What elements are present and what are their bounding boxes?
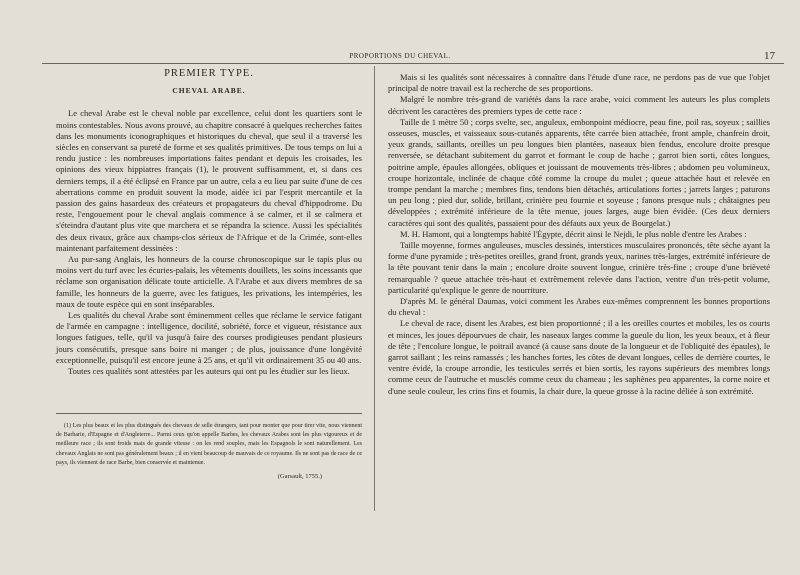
paragraph: Malgré le nombre très-grand de variétés dans la race arabe, voici comment les auteurs les plus complets décrivent les caractères des premiers types de cette race : — [388, 94, 770, 116]
header-rule — [42, 63, 784, 64]
paragraph: Taille moyenne, formes anguleuses, muscles dessinés, interstices musculaires prononcés, tête sèche ayant la forme d'une pyramide ; très-petites oreilles, grand front, grands yeux, narines très-larges, extrémité inférieure de la tête pouvant tenir dans la main ; encolure droite souvent longue, crinière très-fine ; croupe d'une brièveté remarquable ? queue attachée très-haut et extrêmement relevée dans l'action, ventre d'un très-petit volume, particularité qu'explique le genre de nourriture. — [388, 240, 770, 295]
running-header: PROPORTIONS DU CHEVAL. — [349, 52, 451, 60]
paragraph: Taille de 1 mètre 50 ; corps svelte, sec, anguleux, embonpoint médiocre, peau fine, poil ras, soyeux ; saillies osseuses, muscles, et vaisseaux sous-cutanés apparents, tête carrée bien attachée, front ample, chanfrein droit, yeux grands, saillants, oreilles un peu longues bien plantées, naseaux bien fendus, encolure droite presque renversée, se détachant subitement du garrot et formant le coup de hache ; garrot bien sorti, côtes longues, poitrine ample, épaules allongées, obliques et jouissant de mouvements très-libres ; abdomen peu volumineux, croupe horizontale, inclinée de chaque côté comme la croupe du mulet ; queue attachée haut et relevée en trompe pendant la marche ; membres fins, tendons bien détachés, articulations fortes ; jarrets larges ; paturons un peu long ; pied dur, solide, brillant, crinière peu fournie et soyeuse ; fanons presque nuls ; châtaignes peu développées ; extrémité inférieure de la tête menue, joues larges, auge bien évidée. (Ces deux derniers caractères qui sont des qualités, passaient pour des défauts aux yeux de Bourgelat.) — [388, 116, 770, 228]
paragraph: Les qualités du cheval Arabe sont éminemment celles que réclame le service fatigant de l'armée en campagne : intelligence, docilité, sobriété, force et vigueur, résistance aux longues fatigues, telle, qu'il va jusqu'à faire des courses prodigieuses pendant plusieurs jours consécutifs, presque sans boire ni manger ; de plus, jouissance d'une longévité exceptionnelle, puisqu'il est encore jeune à 25 ans, et qu'il vit ordinairement 35 ou 40 ans. — [56, 310, 362, 365]
column-divider — [374, 66, 375, 511]
right-column — [388, 72, 770, 397]
paragraph: Le cheval de race, disent les Arabes, est bien proportionné ; il a les oreilles courtes et mobiles, les os courts et minces, les joues dépourvues de chair, les naseaux larges comme la gueule du lion, les yeux beaux, et à fleur de tête ; l'encolure longue, le poitrail avancé (à cause sans doute de la longueur et de l'obliquité des épaules), le garrot saillant ; les reins ramassés ; les hanches fortes, les côtes de devant longues, celles de derrière courtes, le ventre évidé, la croupe arrondie, les testicules serrés et bien sortis, les rayons supérieurs des membres longs comme ceux de l'autruche et musclés comme ceux du chameau ; les saphènes peu apparentes, la corne noire et d'une seule couleur, les crins fins et fournis, la chair dure, la queue grosse à la racine déliée à son extrémité. — [388, 318, 770, 396]
section-subtitle: CHEVAL ARABE. — [172, 86, 246, 96]
left-column — [56, 68, 362, 377]
footnote-rule — [56, 413, 362, 414]
footnote-text: (1) Les plus beaux et les plus distingués des chevaux de selle étrangers, tant pour monter que pour tirer vite, nous viennent de Barbarie, d'Espagne et d'Angleterre... Parmi ceux qu'on appelle Barbes, les chevaux Arabes sont les plus vigoureux et de meilleure race ; ils sont froids mais de grande vitesse : on les rend souples, mais les Espagnols le sont naturellement. Les chevaux Anglais ne sont pas généralement beaux ; il en vient beaucoup de mauvais de ce royaume. Ils ne sont pas de race de ce pays, ils viennent de race Barbe, bien conservée et maintenue. — [56, 423, 362, 466]
footnote-source: (Garsault, 1755.) — [277, 473, 322, 481]
paragraph: Le cheval Arabe est le cheval noble par excellence, celui dont les quartiers sont le moins contestables. Nous avons prouvé, au chapitre consacré à quelques recherches faites dans les monuments iconographiques et historiques du cheval, que seul il a traversé les siècles en conservant sa pureté de forme et ses qualités primitives. De tous temps on lui a rendu justice : les nombreuses importations faites pendant et depuis les croisades, les opinions des vieux hippiatres français (1), le prouvent suffisamment, et, si dans ces derniers temps, il a été éclipsé en France par un autre, cela a eu lieu par suite d'une de ces aberrations comme en produit souvent la mode, aidée ici par l'esprit mercantile et la passion des gains hasardeux des créateurs et propagateurs du cheval d'hippodrome. Du reste, l'engouement pour le cheval anglais commence à se calmer, et il se calmera et s'éteindra d'autant plus vite que marchera et se répandra la science. Aussi les spécialités des deux rivaux, grâce aux champs-clos sérieux de l'Afrique et de la Crimée, sont-elles maintenant parfaitement dessinées : — [56, 108, 362, 253]
paragraph: Toutes ces qualités sont attestées par les auteurs qui ont pu les étudier sur les lieux. — [68, 366, 350, 377]
paragraph: Au pur-sang Anglais, les honneurs de la course chronoscopique sur le tapis plus ou moins vert du turf avec les écuries-palais, les vêtements douillets, les soins incessants que réclame son organisation délicate toute articielle. A l'Arabe et aux divers membres de sa famille, les honneurs de la guerre, avec les fatigues, les privations, les intempéries, les maux de toute espèce qui en sont inséparables. — [56, 254, 362, 309]
paragraph: Mais si les qualités sont nécessaires à connaître dans l'étude d'une race, ne perdons pas de vue que l'objet principal de notre travail est la recherche de ses proportions. — [388, 72, 770, 94]
paragraph: D'après M. le général Daumas, voici comment les Arabes eux-mêmes comprennent les bonnes proportions du cheval : — [388, 296, 770, 318]
footnote — [56, 422, 362, 481]
paragraph: M. H. Hamont, qui a longtemps habité l'Égypte, décrit ainsi le Nejdi, le plus noble d'entre les Arabes : — [400, 228, 747, 239]
page-number: 17 — [764, 50, 775, 62]
section-title: PREMIER TYPE. — [164, 68, 254, 79]
